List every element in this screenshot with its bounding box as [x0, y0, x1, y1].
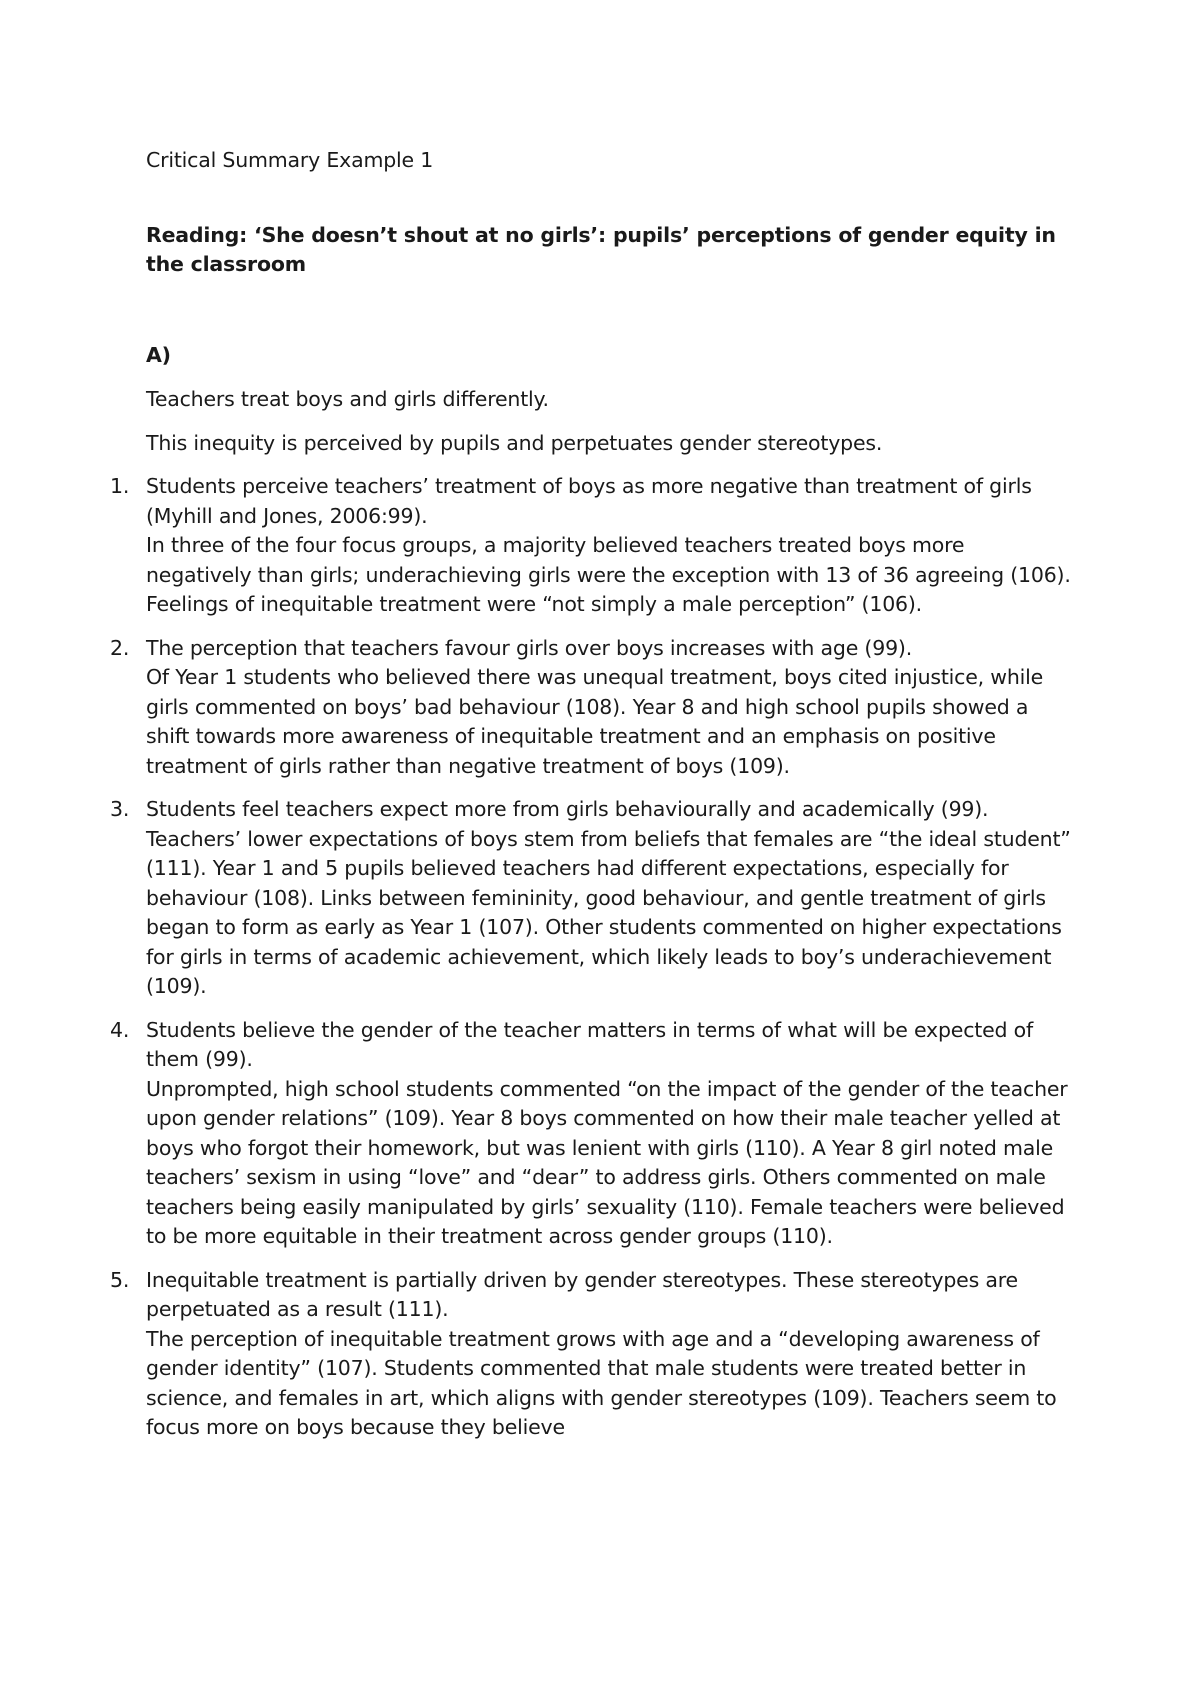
point-claim: The perception that teachers favour girls over boys increases with age (99). [146, 635, 913, 660]
list-item-number: 5. [110, 1267, 130, 1292]
list-item [110, 1266, 1076, 1443]
document-body [110, 146, 1076, 1457]
point-claim: Inequitable treatment is partially driven by gender stereotypes. These stereotypes are perpetuated as a result (111). [146, 1267, 1018, 1321]
point-claim: Students perceive teachers’ treatment of boys as more negative than treatment of girls (Myhill and Jones, 2006:99). [146, 474, 1032, 528]
intro-paragraph: Teachers treat boys and girls differently. [146, 387, 549, 411]
reading-title: Reading: ‘She doesn’t shout at no girls’: pupils’ perceptions of gender equity in the classroom [146, 222, 1056, 276]
document-title: Critical Summary Example 1 [146, 148, 434, 172]
point-evidence: Of Year 1 students who believed there was unequal treatment, boys cited injustice, while girls commented on boys’ bad behaviour (108). Year 8 and high school pupils showed a shift towards more awareness of inequitable treatment and an emphasis on positive treatment of girls rather than negative treatment of boys (109). [146, 665, 1044, 778]
list-item [110, 1016, 1076, 1252]
point-evidence: The perception of inequitable treatment grows with age and a “developing awareness of gender identity” (107). Students commented that male students were treated better in science, and females in art, which aligns with gender stereotypes (109). Teachers seem to focus more on boys because they believe [146, 1326, 1057, 1439]
list-item-number: 3. [110, 797, 130, 821]
point-evidence: Teachers’ lower expectations of boys stem from beliefs that females are “the ideal student” (111). Year 1 and 5 pupils believed teachers had different expectations, especially for behaviour (108). Links between femininity, good behaviour, and gentle treatment of girls began to form as early as Year 1 (107). Other students commented on higher expectations for girls in terms of academic achievement, which likely leads to boy’s underachievement (109). [146, 826, 1071, 998]
intro-paragraph: This inequity is perceived by pupils and perpetuates gender stereotypes. [146, 430, 883, 455]
point-claim: Students feel teachers expect more from girls behaviourally and academically (99). [146, 797, 989, 821]
list-item-number: 4. [110, 1017, 130, 1042]
point-evidence: Unprompted, high school students commented “on the impact of the gender of the teacher upon gender relations” (109). Year 8 boys commented on how their male teacher yelled at boys who forgot their homework, but was lenient with girls (110). A Year 8 girl noted male teachers’ sexism in using “love” and “dear” to address girls. Others commented on male teachers being easily manipulated by girls’ sexuality (110). Female teachers were believed to be more equitable in their treatment across gender groups (110). [146, 1076, 1068, 1248]
section-heading: A) [146, 342, 171, 367]
list-item [110, 795, 1076, 1002]
list-item [110, 472, 1076, 620]
list-item-number: 2. [110, 635, 130, 660]
numbered-points-list [110, 472, 1076, 1443]
list-item-number: 1. [110, 474, 130, 498]
list-item [110, 634, 1076, 782]
point-evidence: In three of the four focus groups, a majority believed teachers treated boys more negatively than girls; underachieving girls were the exception with 13 of 36 agreeing (106). Feelings of inequitable treatment were “not simply a male perception” (106). [146, 533, 1071, 616]
point-claim: Students believe the gender of the teacher matters in terms of what will be expected of them (99). [146, 1017, 1034, 1071]
